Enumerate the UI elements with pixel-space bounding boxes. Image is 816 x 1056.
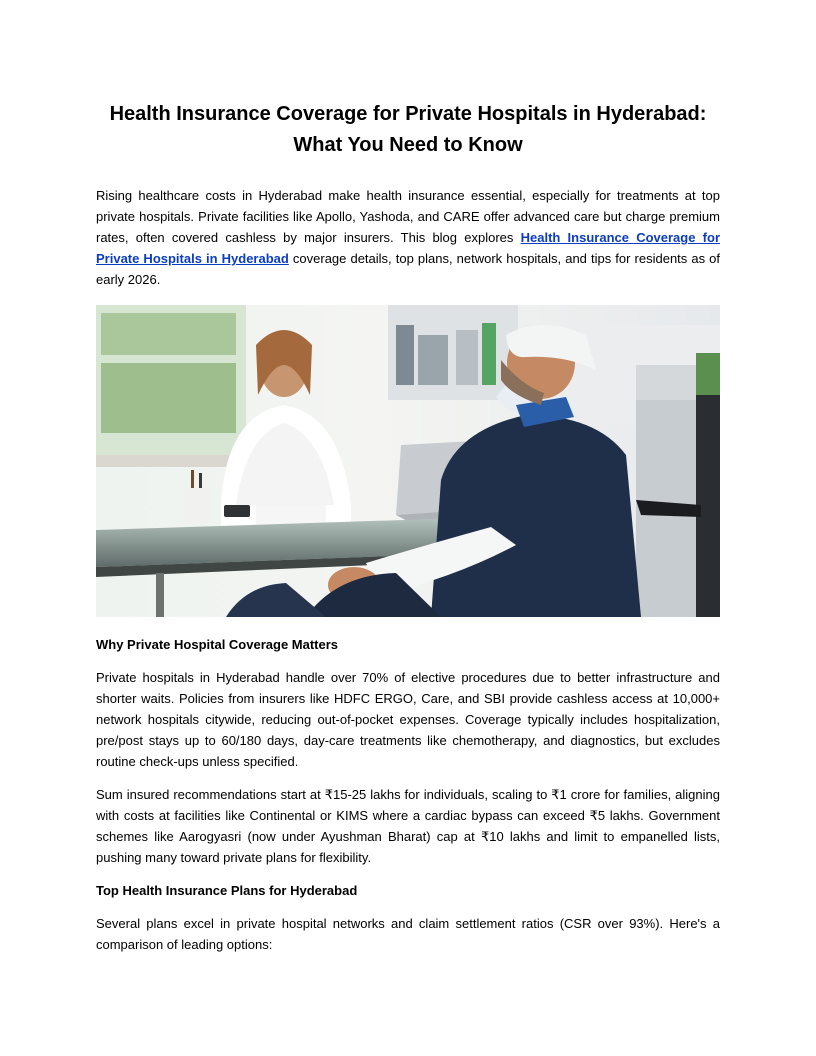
coverage-link[interactable]: Health Insurance Coverage for Private Hospitals in Hyderabad — [96, 230, 720, 266]
section1-paragraph-2: Sum insured recommendations start at ₹15-25 lakhs for individuals, scaling to ₹1 crore for families, aligning with costs at facilities like Continental or KIMS where a cardiac bypass can exceed ₹5 lakhs. Government schemes like Aarogyasri (now under Ayushman Bharat) cap at ₹10 lakhs and limit to empanelled lists, pushing many toward private plans for flexibility. — [96, 787, 720, 865]
document-title — [96, 0, 720, 161]
hospital-consultation-photo — [96, 305, 720, 617]
title-line-2: What You Need to Know — [293, 134, 523, 156]
section-heading-top-plans: Top Health Insurance Plans for Hyderabad — [96, 883, 358, 898]
intro-text-end: coverage details, top plans, network hospitals, and tips for residents as of early 2026. — [96, 251, 721, 287]
title-line-1: Health Insurance Coverage for Private Hospitals in Hyderabad: — [109, 103, 707, 125]
intro-paragraph — [96, 185, 720, 290]
intro-text-start: Rising healthcare costs in Hyderabad make health insurance essential, especially for treatments at top private hospitals. Private facilities like Apollo, Yashoda, and CARE offer advanced care but charge premium rates, often covered cashless by major insurers. This blog explores — [96, 188, 720, 245]
section1-paragraph-1: Private hospitals in Hyderabad handle over 70% of elective procedures due to better infrastructure and shorter waits. Policies from insurers like HDFC ERGO, Care, and SBI provide cashless access at 10,000+ network hospitals citywide, reducing out-of-pocket expenses. Coverage typically includes hospitalization, pre/post stays up to 60/180 days, day-care treatments like chemotherapy, and diagnostics, but excludes routine check-ups unless specified. — [96, 670, 720, 769]
section-heading-why-coverage: Why Private Hospital Coverage Matters — [96, 637, 339, 652]
section2-paragraph-1: Several plans excel in private hospital networks and claim settlement ratios (CSR over 93%). Here's a comparison of leading options: — [96, 916, 720, 952]
